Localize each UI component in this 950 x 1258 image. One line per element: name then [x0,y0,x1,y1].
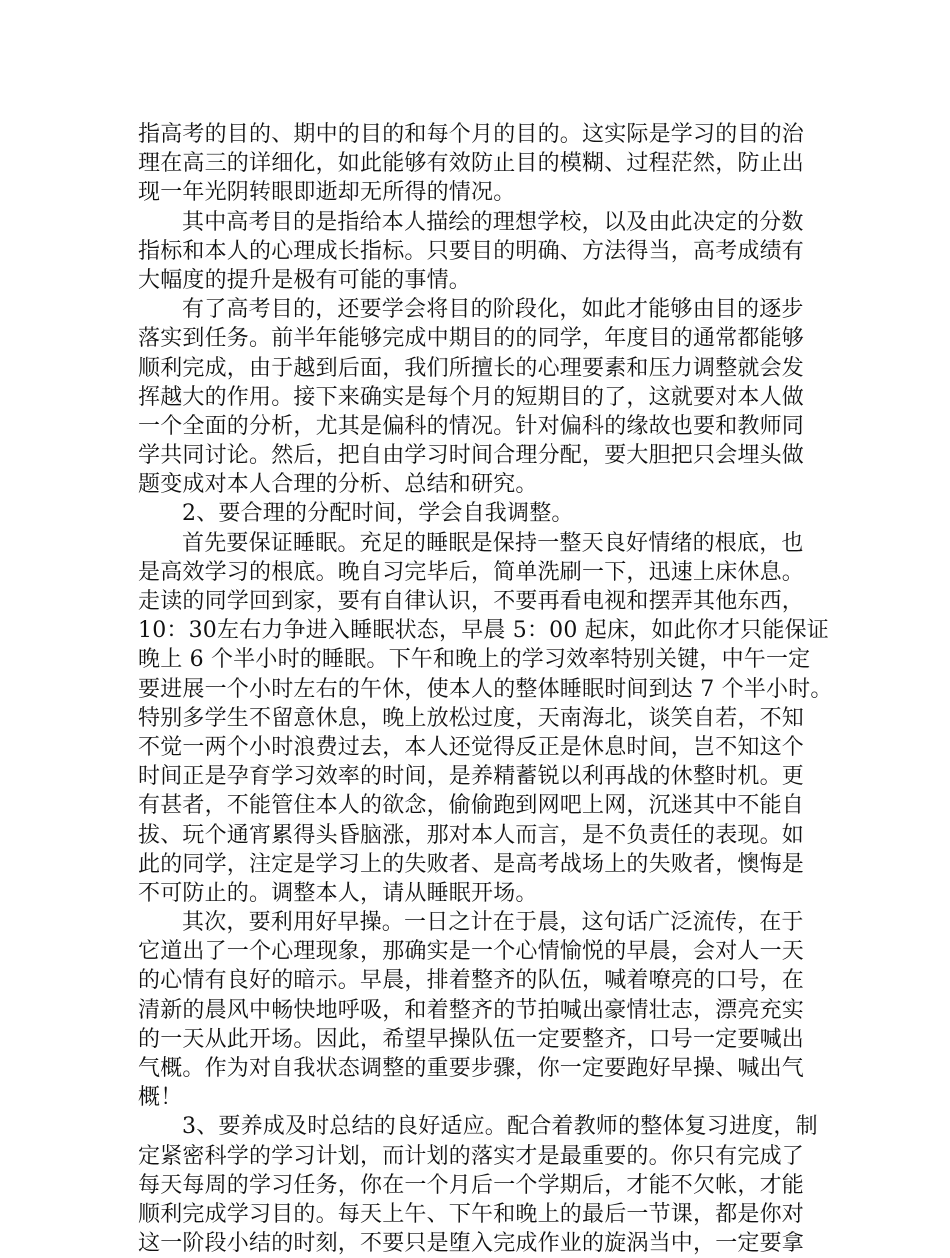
text-line: 气概。作为对自我状态调整的重要步骤，你一定要跑好早操、喊出气 [138,1056,805,1081]
paragraph-first-line: 有了高考目的，还要学会将目的阶段化，如此才能够由目的逐步 [182,297,804,323]
text-line: 要进展一个小时左右的午休，使本人的整体睡眠时间到达 7 个半小时。 [138,676,833,702]
text-line: 大幅度的提升是极有可能的事情。 [138,267,472,293]
text-line: 理在高三的详细化，如此能够有效防止目的模糊、过程茫然，防止出 [138,151,805,177]
paragraph-first-line: 其次，要利用好早操。一日之计在于晨，这句话广泛流传，在于 [182,910,804,936]
text-line: 落实到任务。前半年能够完成中期目的的同学，年度目的通常都能够 [138,326,805,352]
text-line: 概！ [138,1085,183,1111]
text-line: 时间正是孕育学习效率的时间，是养精蓄锐以利再战的休整时机。更 [138,764,805,790]
text-line: 不觉一两个小时浪费过去，本人还觉得反正是休息时间，岂不知这个 [138,734,805,760]
text-line: 10：30左右力争进入睡眠状态，早晨 5：00 起床，如此你才只能保证 [138,618,829,644]
text-line: 是高效学习的根底。晚自习完毕后，简单洗刷一下，迅速上床休息。 [138,559,805,585]
text-line: 一个全面的分析，尤其是偏科的情况。针对偏科的缘故也要和教师同 [138,413,805,439]
document-body [138,120,833,1258]
text-line: 现一年光阴转眼即逝却无所得的情况。 [138,180,516,206]
text-line: 的心情有良好的暗示。早晨，排着整齐的队伍，喊着嘹亮的口号，在 [138,968,805,994]
section-heading: 2、要合理的分配时间，学会自我调整。 [182,501,574,527]
text-line: 学共同讨论。然后，把自由学习时间合理分配，要大胆把只会埋头做 [138,443,805,469]
text-line: 有甚者，不能管住本人的欲念，偷偷跑到网吧上网，沉迷其中不能自 [138,793,805,819]
text-line: 顺利完成学习目的。每天上午、下午和晚上的最后一节课，都是你对 [138,1201,805,1227]
text-line: 它道出了一个心理现象，那确实是一个心情愉悦的早晨，会对人一天 [138,939,805,965]
text-line: 此的同学，注定是学习上的失败者、是高考战场上的失败者，懊悔是 [138,851,805,877]
text-line: 不可防止的。调整本人，请从睡眠开场。 [138,880,538,906]
text-line: 拔、玩个通宵累得头昏脑涨，那对本人而言，是不负责任的表现。如 [138,822,805,848]
text-line: 这一阶段小结的时刻，不要只是堕入完成作业的旋涡当中，一定要拿 [138,1231,805,1257]
text-line: 挥越大的作用。接下来确实是每个月的短期目的了，这就要对本人做 [138,384,805,410]
text-line: 特别多学生不留意休息，晚上放松过度，天南海北，谈笑自若，不知 [138,705,805,731]
text-line: 的一天从此开场。因此，希望早操队伍一定要整齐，口号一定要喊出 [138,1026,805,1052]
text-line: 晚上 6 个半小时的睡眠。下午和晚上的学习效率特别关键，中午一定 [138,647,811,673]
paragraph-first-line: 其中高考目的是指给本人描绘的理想学校，以及由此决定的分数 [182,209,804,235]
text-line: 每天每周的学习任务，你在一个月后一个学期后，才能不欠帐，才能 [138,1172,805,1198]
text-line: 指标和本人的心理成长指标。只要目的明确、方法得当，高考成绩有 [138,238,805,264]
text-line: 走读的同学回到家，要有自律认识，不要再看电视和摆弄其他东西， [138,589,805,614]
text-line: 题变成对本人合理的分析、总结和研究。 [138,472,538,498]
text-line: 清新的晨风中畅快地呼吸，和着整齐的节拍喊出豪情壮志，漂亮充实 [138,997,805,1023]
paragraph-first-line: 首先要保证睡眠。充足的睡眠是保持一整天良好情绪的根底，也 [182,530,804,556]
text-line: 定紧密科学的学习计划，而计划的落实才是最重要的。你只有完成了 [138,1143,805,1169]
text-line: 指高考的目的、期中的目的和每个月的目的。这实际是学习的目的治 [138,122,805,147]
section-heading: 3、要养成及时总结的良好适应。配合着教师的整体复习进度，制 [182,1114,818,1140]
text-line: 顺利完成，由于越到后面，我们所擅长的心理要素和压力调整就会发 [138,355,805,381]
